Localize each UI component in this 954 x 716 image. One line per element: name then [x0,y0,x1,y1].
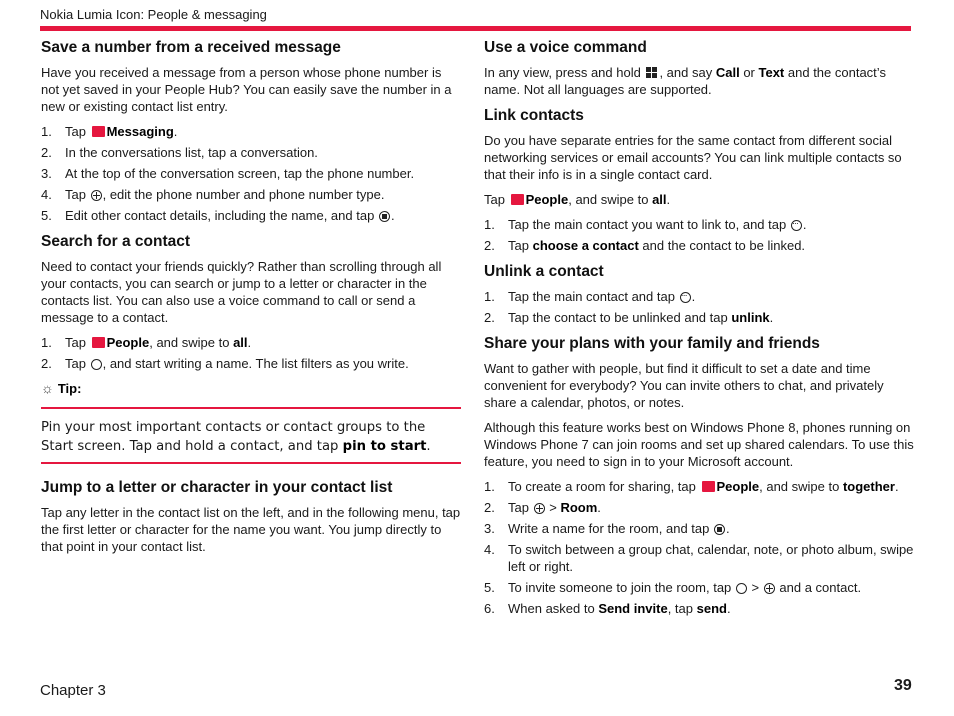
step: 2. In the conversations list, tap a conversation. [41,145,318,160]
chapter-label: Chapter 3 [40,682,106,699]
add-icon [91,190,102,201]
people-app-icon [702,481,715,492]
section-para-voice-command: In any view, press and hold , and say Call or Text and the contact’s name. Not all languages are supported. [484,65,886,97]
section-title-jump-letter: Jump to a letter or character in your contact list [41,479,393,496]
people-app-icon [511,194,524,205]
add-icon [764,583,775,594]
step: 1. Tap Messaging. [41,124,178,139]
section-title-save-number: Save a number from a received message [41,39,341,56]
steps-unlink-contact [484,288,914,326]
steps-link-contacts [484,216,914,254]
section-title-unlink-contact: Unlink a contact [484,263,604,280]
running-header: Nokia Lumia Icon: People & messaging [40,7,267,22]
section-para-link-contacts: Do you have separate entries for the same contact from different social networking services or email accounts? You can link multiple contacts so that their info is in a single contact card. [484,133,902,182]
step: 1. Tap the main contact and tap ··· . [484,288,914,305]
steps-save-number [41,123,461,224]
step: 2. Tap the contact to be unlinked and tap unlink. [484,310,774,325]
step: 2. Tap > Room. [484,500,601,515]
section-para-search-contact: Need to contact your friends quickly? Rather than scrolling through all your contacts, you can search or jump to a letter or character in the contacts list. You can also use a voice command to call or send a message to a contact. [41,259,442,325]
members-icon [736,583,747,594]
save-icon [379,211,390,222]
step: 1. Tap People, and swipe to all. [41,335,252,350]
linked-icon [680,292,691,303]
step: 2. Tap , and start writing a name. The list filters as you write. [41,356,409,371]
step: 5. To invite someone to join the room, tap > and a contact. [484,580,862,595]
windows-key-icon [646,67,657,78]
lightbulb-icon: ☼ [41,380,54,396]
tip-heading: ☼ Tip: [41,380,82,396]
right-column [484,38,914,625]
section-title-search-contact: Search for a contact [41,233,191,250]
page-number: 39 [894,677,912,694]
steps-share-plans [484,478,914,617]
step: 4. Tap , edit the phone number and phone number type. [41,187,385,202]
header-rule [40,26,911,31]
step: 6. When asked to Send invite, tap send. [484,601,731,616]
step: 2. Tap choose a contact and the contact to be linked. [484,238,806,253]
section-para-save-number: Have you received a message from a person whose phone number is not yet saved in your People Hub? You can easily save the number in a new or existing contact list entry. [41,65,452,114]
add-icon [534,503,545,514]
step: 4. To switch between a group chat, calendar, note, or photo album, swipe left or right. [484,542,914,574]
section-title-share-plans: Share your plans with your family and friends [484,335,820,352]
step: 1. To create a room for sharing, tap People, and swipe to together. [484,479,899,494]
section-title-voice-command: Use a voice command [484,39,647,56]
step: 3. At the top of the conversation screen, tap the phone number. [41,166,415,181]
section-tap-people: Tap People, and swipe to all. [484,192,671,207]
steps-search-contact [41,334,461,372]
step: 3. Write a name for the room, and tap . [484,521,730,536]
section-para-share-plans-2: Although this feature works best on Windows Phone 8, phones running on Windows Phone 7 can join rooms and set up shared calendars. To use this feature, you need to sign in to your Microsoft account. [484,420,914,469]
people-app-icon [92,337,105,348]
section-title-link-contacts: Link contacts [484,107,584,124]
section-para-share-plans-1: Want to gather with people, but find it difficult to set a date and time convenient for everybody? You can invite others to chat, and privately share a calendar, photos, or notes. [484,361,884,410]
messaging-app-icon [92,126,105,137]
section-para-jump-letter: Tap any letter in the contact list on the left, and in the following menu, tap the first letter or character for the name you want. You jump directly to that point in your contact list. [41,505,461,554]
tip-box: Pin your most important contacts or contact groups to the Start screen. Tap and hold a contact, and tap pin to start. [41,407,461,464]
save-icon [714,524,725,535]
search-icon [91,359,102,370]
step: 1. Tap the main contact you want to link to, and tap ··· . [484,216,914,233]
left-column [41,38,461,563]
step: 5. Edit other contact details, including the name, and tap . [41,208,395,223]
link-icon [791,220,802,231]
